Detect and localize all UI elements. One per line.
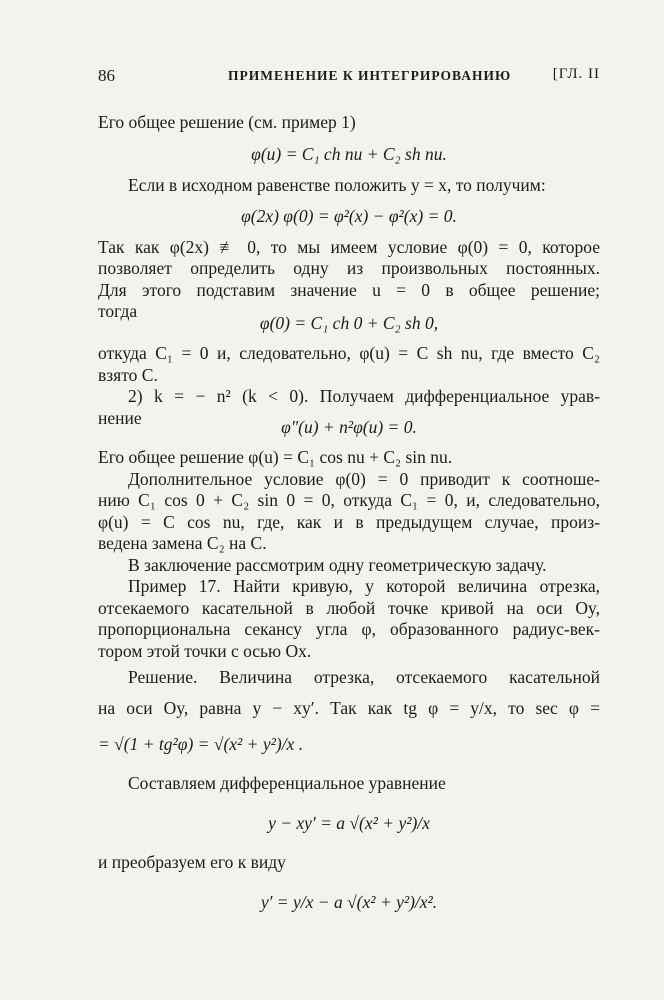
page-header	[98, 66, 600, 90]
chapter-label: [ГЛ. II	[552, 66, 600, 82]
formula-line: φ(0) = C₁ ch 0 + C₂ sh 0,	[259, 313, 439, 333]
solution-heading: Решение. Величина отрезка, отсекаемого касательной	[128, 667, 600, 687]
text-line: В заключение рассмотрим одну геометрическую задачу.	[128, 555, 547, 575]
text-line: ведена замена C₂ на C.	[98, 533, 267, 553]
text-line: тором этой точки с осью Ox.	[98, 641, 312, 661]
formula-line: y′ = y/x − a √(x² + y²)/x².	[260, 892, 438, 912]
text-line: тогда	[98, 301, 138, 321]
running-title: ПРИМЕНЕНИЕ К ИНТЕГРИРОВАНИЮ	[228, 68, 512, 83]
text-line: на оси Oy, равна y − xy′. Так как tg φ = y/x, то sec φ =	[98, 698, 600, 718]
text-line: отсекаемого касательной в любой точке кривой на оси Oy,	[98, 598, 600, 618]
formula-line: y − xy′ = a √(x² + y²)/x	[268, 813, 430, 833]
formula-line: φ(2x) φ(0) = φ²(x) − φ²(x) = 0.	[241, 206, 457, 226]
formula-line: = √(1 + tg²φ) = √(x² + y²)/x .	[98, 734, 304, 754]
text-line: Если в исходном равенстве положить y = x, то получим:	[128, 175, 546, 195]
text-line: Для этого подставим значение u = 0 в общее решение;	[98, 280, 600, 300]
text-line: откуда C₁ = 0 и, следовательно, φ(u) = C sh nu, где вместо C₂	[98, 343, 600, 363]
text-line: и преобразуем его к виду	[98, 852, 286, 872]
formula-line: φ″(u) + n²φ(u) = 0.	[281, 417, 417, 437]
example-heading: Пример 17. Найти кривую, у которой величина отрезка,	[128, 576, 600, 596]
text-line: Так как φ(2x) ≢ 0, то мы имеем условие φ(0) = 0, которое	[98, 237, 600, 257]
text-line: Его общее решение (см. пример 1)	[98, 112, 356, 132]
text-line: 2) k = − n² (k < 0). Получаем дифференциальное урав-	[128, 386, 600, 406]
text-line: Составляем дифференциальное уравнение	[128, 773, 446, 793]
text-line: пропорциональна секансу угла φ, образованного радиус-век-	[98, 619, 600, 639]
formula-line: φ(u) = C₁ ch nu + C₂ sh nu.	[251, 144, 447, 164]
text-line: Дополнительное условие φ(0) = 0 приводит к соотноше-	[128, 469, 600, 489]
text-line: φ(u) = C cos nu, где, как и в предыдущем случае, произ-	[98, 512, 600, 532]
text-line: Его общее решение φ(u) = C₁ cos nu + C₂ sin nu.	[98, 447, 453, 467]
text-line: взято C.	[98, 365, 158, 385]
text-line: нию C₁ cos 0 + C₂ sin 0 = 0, откуда C₁ = 0, и, следовательно,	[98, 490, 600, 510]
text-line: нение	[98, 408, 142, 428]
page-number: 86	[98, 66, 115, 85]
text-line: позволяет определить одну из произвольных постоянных.	[98, 258, 600, 278]
